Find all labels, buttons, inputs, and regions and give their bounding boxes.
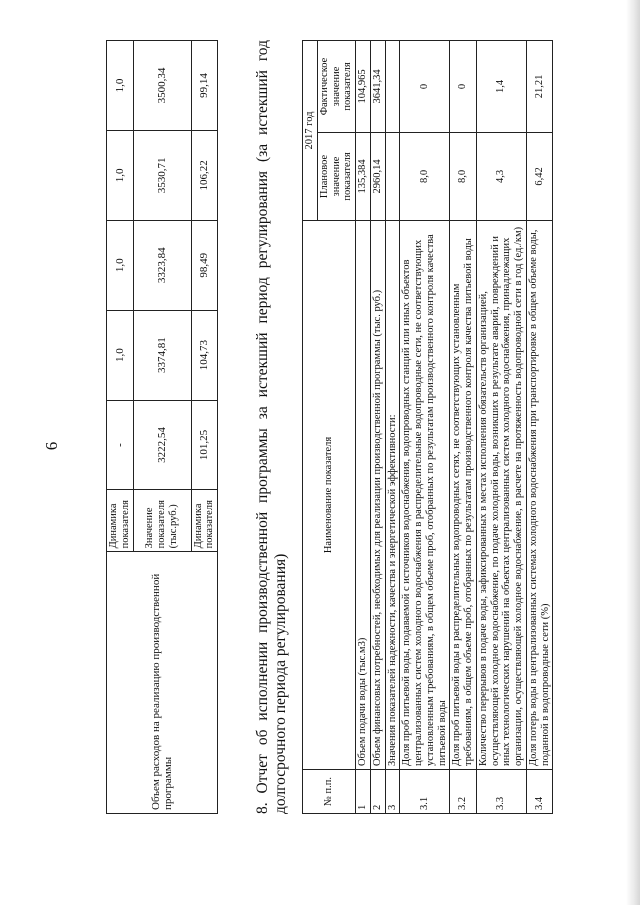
- table-row: [400, 41, 450, 814]
- expenses-label: Объем расходов на реализацию производственной программы: [107, 552, 218, 814]
- table-cell: 8,0: [450, 132, 477, 220]
- table-row: [107, 41, 134, 814]
- table-cell: Динамика показателя: [191, 490, 218, 552]
- table-row: [526, 41, 553, 814]
- table-row: [476, 41, 526, 814]
- table-cell: 3.3: [476, 770, 526, 814]
- rotated-content: [92, 40, 612, 858]
- table-cell: 106,22: [191, 130, 218, 220]
- table-cell: 1,0: [107, 41, 134, 131]
- report-table: [302, 40, 553, 814]
- table-cell: 0: [450, 41, 477, 133]
- table-cell: -: [107, 400, 134, 490]
- table-row: [370, 41, 385, 814]
- table-cell: Объем финансовых потребностей, необходимых для реализации производственной программы (тыс. руб.): [370, 220, 385, 769]
- table-row: [450, 41, 477, 814]
- page-number: 6: [42, 441, 61, 451]
- scan-edge: [626, 0, 640, 905]
- table-cell: 0: [400, 41, 450, 133]
- header-num: № п.п.: [303, 770, 356, 814]
- table-cell: 6,42: [526, 132, 553, 220]
- table-cell: 3374,81: [133, 310, 191, 400]
- table-cell: 3641,34: [370, 41, 385, 133]
- table-cell: 1,4: [476, 41, 526, 133]
- table-cell: 2960,14: [370, 132, 385, 220]
- table-cell: 1,0: [107, 310, 134, 400]
- section-heading: 8. Отчет об исполнении производственной программы за истекший период регулирования (за истекший год долгосрочного периода регулирования): [254, 40, 289, 814]
- table-cell: Значение показателя (тыс.руб.): [133, 490, 191, 552]
- header-plan: Плановое значение показателя: [317, 132, 355, 220]
- table-cell: 3222,54: [133, 400, 191, 490]
- table-cell: Доля потерь воды в централизованных системах холодного водоснабжения при транспортировке в общем объеме воды, поданной в водопроводные сети (%): [526, 220, 553, 769]
- table-cell: 3.2: [450, 770, 477, 814]
- table-cell: 2: [370, 770, 385, 814]
- table-cell: 3323,84: [133, 220, 191, 310]
- table-header-row: [303, 41, 318, 814]
- table-cell: Объем подачи воды (тыс.м3): [356, 220, 371, 769]
- table-cell: 98,49: [191, 220, 218, 310]
- table-cell: Значения показателей надежности, качества и энергетической эффективности:: [385, 220, 400, 769]
- table-cell: 3.4: [526, 770, 553, 814]
- table-cell: 3.1: [400, 770, 450, 814]
- table-cell: 1,0: [107, 130, 134, 220]
- table-cell: 21,21: [526, 41, 553, 133]
- table-cell: 135,384: [356, 132, 371, 220]
- table-cell: 1,0: [107, 220, 134, 310]
- header-year: 2017 год: [303, 41, 318, 221]
- expenses-table: [106, 40, 218, 814]
- table-cell: 4,3: [476, 132, 526, 220]
- table-cell: Доля проб питьевой воды, подаваемой с источников водоснабжения, водопроводных станций или иных объектов централизованных систем холодного водоснабжения в распределительные водопроводные сети, не соответствующих установленным требованиям, в общем объеме проб, отобранных по результатам производственного контроля качества питьевой воды: [400, 220, 450, 769]
- table-cell: Количество перерывов в подаче воды, зафиксированных в местах исполнения обязательств организацией, осуществляющей холодное водоснабжение, по подаче холодной воды, возникших в результате аварий, повреждений и иных технологических нарушений на объектах централизованных систем холодного водоснабжения, принадлежащих организации, осуществляющей холодное водоснабжение, в расчете на протяженность водопроводной сети в год (ед./км): [476, 220, 526, 769]
- header-name: Наименование показателя: [303, 220, 356, 769]
- table-cell: 3530,71: [133, 130, 191, 220]
- table-cell: 99,14: [191, 41, 218, 131]
- header-fact: Фактическое значение показателя: [317, 41, 355, 133]
- table-cell: 3: [385, 770, 400, 814]
- table-cell: Динамика показателя: [107, 490, 134, 552]
- table-cell: 3500,34: [133, 41, 191, 131]
- table-cell: 104,965: [356, 41, 371, 133]
- table-cell: 1: [356, 770, 371, 814]
- table-cell: [385, 41, 400, 133]
- table-cell: [385, 132, 400, 220]
- table-cell: 8,0: [400, 132, 450, 220]
- table-cell: 104,73: [191, 310, 218, 400]
- table-row: [356, 41, 371, 814]
- table-cell: Доля проб питьевой воды в распределительных водопроводных сетях, не соответствующих установленным требованиям, в общем объеме проб, отобранных по результатам производственного контроля качества питьевой воды: [450, 220, 477, 769]
- table-cell: 101,25: [191, 400, 218, 490]
- table-row: [385, 41, 400, 814]
